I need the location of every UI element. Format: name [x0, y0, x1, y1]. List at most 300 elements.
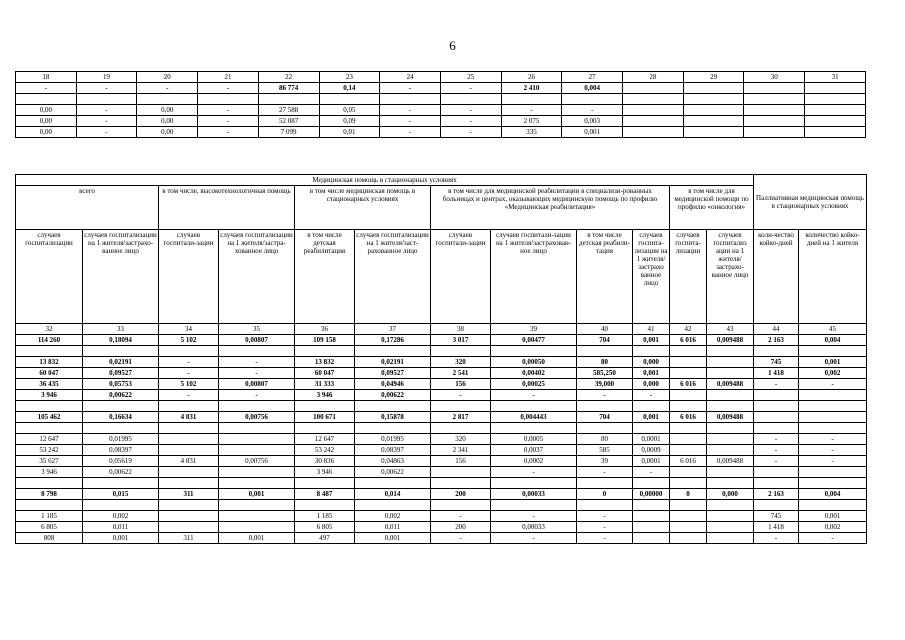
table-cell: 0,004 [799, 335, 867, 346]
table-cell: - [76, 116, 137, 127]
column-number: 31 [805, 72, 866, 83]
table-cell: - [380, 116, 441, 127]
table-cell [633, 511, 670, 522]
table-cell [83, 346, 159, 357]
table-cell [799, 467, 867, 478]
table-cell: 0 [577, 489, 633, 500]
table-cell: 0,001 [219, 489, 295, 500]
table-cell [744, 116, 805, 127]
table-cell: 156 [431, 456, 491, 467]
table-cell: 2 541 [431, 368, 491, 379]
table-cell: 0,00 [16, 116, 77, 127]
table-cell: 31 333 [295, 379, 355, 390]
table-cell: 0,01995 [355, 434, 431, 445]
table-cell: - [799, 533, 867, 544]
table-cell [355, 423, 431, 434]
table-cell: 0,00622 [83, 390, 159, 401]
column-subheader: случаев госпитализации на 1 жителя/застра-хованное лицо [219, 230, 295, 324]
table-cell: 745 [754, 511, 799, 522]
table-title: Медицинская помощь в стационарных условиях [16, 175, 754, 186]
table-cell: 12 647 [295, 434, 355, 445]
table-cell [754, 478, 799, 489]
table-cell [380, 94, 441, 105]
table-cell: 0,00033 [491, 489, 577, 500]
table-cell: 335 [501, 127, 562, 138]
table-cell: 0,000 [633, 379, 670, 390]
table-cell: - [431, 511, 491, 522]
table-cell: - [198, 116, 259, 127]
column-number: 35 [219, 324, 295, 335]
table-cell [707, 346, 754, 357]
table-cell: 86 774 [258, 83, 319, 94]
table-cell [805, 127, 866, 138]
table-cell: 52 087 [258, 116, 319, 127]
table-row [16, 412, 867, 423]
table-cell [805, 105, 866, 116]
table-row [16, 522, 867, 533]
table-cell: 0,0009 [633, 445, 670, 456]
table-row [16, 127, 866, 138]
table-cell: 0,17286 [355, 335, 431, 346]
table-cell [159, 401, 219, 412]
table-cell [683, 127, 744, 138]
table-cell [707, 478, 754, 489]
table-cell [258, 94, 319, 105]
column-number: 22 [258, 72, 319, 83]
group-header-inpatient: в том числе медицинская помощь в стационарных условиях [295, 186, 431, 230]
table-cell: - [76, 105, 137, 116]
column-subheader: случаев госпита-лизации [670, 230, 707, 324]
table-cell: 0,00477 [491, 335, 577, 346]
table-cell: 0,00 [16, 127, 77, 138]
table-cell: 704 [577, 335, 633, 346]
table-cell: 0,009488 [707, 412, 754, 423]
table-row [16, 511, 867, 522]
subheader-row [16, 230, 867, 324]
table-cell: 1 418 [754, 368, 799, 379]
table-cell [683, 116, 744, 127]
table-cell [754, 401, 799, 412]
table-cell: 0,009488 [707, 335, 754, 346]
table-cell: - [633, 467, 670, 478]
table-cell [799, 346, 867, 357]
table-row [16, 467, 867, 478]
table-cell [431, 401, 491, 412]
table-cell [159, 478, 219, 489]
table-cell [577, 346, 633, 357]
table-cell [355, 500, 431, 511]
table-cell [623, 105, 684, 116]
table-cell: 0,05 [319, 105, 380, 116]
top-table [15, 71, 866, 138]
table-row [16, 478, 867, 489]
table-cell [159, 346, 219, 357]
table-cell [707, 500, 754, 511]
table-cell [744, 105, 805, 116]
table-cell: 36 435 [16, 379, 83, 390]
table-cell: - [219, 390, 295, 401]
table-cell [707, 445, 754, 456]
table-cell: 2 341 [431, 445, 491, 456]
table-cell: - [491, 511, 577, 522]
table-cell: - [137, 83, 198, 94]
table-cell: 0,08397 [83, 445, 159, 456]
table-cell: 6 016 [670, 412, 707, 423]
table-cell [754, 423, 799, 434]
table-cell: 39,000 [577, 379, 633, 390]
column-number: 45 [799, 324, 867, 335]
table-cell: - [440, 127, 501, 138]
table-cell: 0,00756 [219, 412, 295, 423]
table-cell: 109 158 [295, 335, 355, 346]
table-cell [754, 346, 799, 357]
table-cell: 0,001 [219, 533, 295, 544]
table-cell: 3 946 [295, 390, 355, 401]
table-cell [219, 346, 295, 357]
table-cell [683, 105, 744, 116]
table-cell: 8 798 [16, 489, 83, 500]
table-cell: 3 946 [16, 467, 83, 478]
table-cell: 0,09527 [355, 368, 431, 379]
table-cell [319, 94, 380, 105]
table-cell [707, 423, 754, 434]
table-row [16, 368, 867, 379]
table-cell: - [754, 445, 799, 456]
table-row [16, 83, 866, 94]
column-number: 29 [683, 72, 744, 83]
table-cell [633, 478, 670, 489]
table-cell: 0,00 [16, 105, 77, 116]
table-cell: 0,05619 [83, 456, 159, 467]
table-cell: - [799, 379, 867, 390]
table-cell [295, 423, 355, 434]
table-cell: 0,011 [83, 522, 159, 533]
table-cell: 53 242 [295, 445, 355, 456]
table-cell: 0,001 [633, 368, 670, 379]
column-subheader: случаев госпитализации на 1 жителя/заст-рахованное лицо [355, 230, 431, 324]
main-table [15, 174, 867, 544]
table-cell [431, 467, 491, 478]
table-cell: 39 [577, 456, 633, 467]
table-cell [431, 500, 491, 511]
table-cell: 0,0001 [633, 434, 670, 445]
table-cell [295, 401, 355, 412]
table-cell [16, 500, 83, 511]
table-cell: - [16, 83, 77, 94]
table-cell [83, 401, 159, 412]
table-cell [16, 423, 83, 434]
table-cell [491, 500, 577, 511]
table-cell: 0,0002 [491, 456, 577, 467]
table-cell: 0,011 [355, 522, 431, 533]
table-cell: 3 946 [295, 467, 355, 478]
table-cell [219, 500, 295, 511]
table-cell [577, 401, 633, 412]
table-cell [491, 478, 577, 489]
group-header-total: всего [16, 186, 159, 230]
table-cell: - [219, 368, 295, 379]
column-subheader: случаев госпитализ ации на 1 жителя/ застрахо-ванное лицо [707, 230, 754, 324]
table-cell: 3 946 [16, 390, 83, 401]
table-cell: 0,04863 [355, 456, 431, 467]
table-cell: 0,001 [799, 357, 867, 368]
table-cell: 320 [431, 434, 491, 445]
table-cell: - [491, 467, 577, 478]
table-cell: - [380, 105, 441, 116]
table-cell: 0,009488 [707, 456, 754, 467]
table-cell [707, 401, 754, 412]
table-row [16, 390, 867, 401]
table-row [16, 335, 867, 346]
table-cell: 0,00622 [355, 467, 431, 478]
table-cell [633, 346, 670, 357]
table-cell [670, 533, 707, 544]
column-number: 21 [198, 72, 259, 83]
column-number: 24 [380, 72, 441, 83]
table-cell: 0,002 [799, 368, 867, 379]
table-cell: 0,00 [137, 105, 198, 116]
table-cell: 0,16634 [83, 412, 159, 423]
table-cell: - [440, 116, 501, 127]
column-subheader: в том числе детская реабили-тация [577, 230, 633, 324]
table-cell: 0,015 [83, 489, 159, 500]
table-cell: 0,01 [319, 127, 380, 138]
table-cell [754, 412, 799, 423]
table-cell: 13 832 [16, 357, 83, 368]
table-cell [670, 511, 707, 522]
table-cell: - [577, 522, 633, 533]
table-cell [707, 434, 754, 445]
table-cell: 4 831 [159, 456, 219, 467]
table-cell [670, 401, 707, 412]
table-cell: 0,000 [707, 489, 754, 500]
table-cell [577, 500, 633, 511]
column-number: 38 [431, 324, 491, 335]
table-cell [440, 94, 501, 105]
table-cell: 0,00622 [355, 390, 431, 401]
table-cell [577, 423, 633, 434]
table-cell: - [76, 127, 137, 138]
table-cell: 2 163 [754, 335, 799, 346]
column-number: 20 [137, 72, 198, 83]
table-cell: 6 016 [670, 379, 707, 390]
column-number: 43 [707, 324, 754, 335]
table-cell [159, 434, 219, 445]
column-subheader: случаев госпитали-зации [431, 230, 491, 324]
table-cell [754, 467, 799, 478]
table-cell [633, 522, 670, 533]
table-cell [670, 390, 707, 401]
table-cell: - [577, 390, 633, 401]
table-cell [707, 357, 754, 368]
column-number: 25 [440, 72, 501, 83]
table-cell: 12 647 [16, 434, 83, 445]
table-cell: 80 [577, 357, 633, 368]
table-cell: - [799, 434, 867, 445]
table-cell: 0,0001 [633, 456, 670, 467]
table-cell [355, 401, 431, 412]
table-cell: 35 627 [16, 456, 83, 467]
table-cell [431, 478, 491, 489]
table-cell [683, 83, 744, 94]
table-cell: 0,18094 [83, 335, 159, 346]
table-cell: - [431, 533, 491, 544]
table-cell [137, 94, 198, 105]
table-cell [159, 511, 219, 522]
table-cell [799, 401, 867, 412]
table-cell: 6 016 [670, 335, 707, 346]
table-row [16, 105, 866, 116]
column-number: 42 [670, 324, 707, 335]
table-cell [159, 423, 219, 434]
table-cell: 2 817 [431, 412, 491, 423]
column-subheader: случаев госпита-лизации на 1 жителя/ застрахо ванное лицо [633, 230, 670, 324]
table-cell [623, 83, 684, 94]
table-cell: - [754, 434, 799, 445]
table-cell: 0,014 [355, 489, 431, 500]
table-cell [219, 423, 295, 434]
table-cell [799, 390, 867, 401]
table-cell: 0,003 [562, 116, 623, 127]
table-cell: 30 836 [295, 456, 355, 467]
table-cell [670, 445, 707, 456]
table-cell [16, 478, 83, 489]
table-cell: - [159, 368, 219, 379]
table-cell: 7 099 [258, 127, 319, 138]
table-cell: 0,05753 [83, 379, 159, 390]
table-cell [623, 127, 684, 138]
table-cell [744, 127, 805, 138]
table-cell: 0,04946 [355, 379, 431, 390]
table-cell [501, 94, 562, 105]
table-cell [799, 423, 867, 434]
table-row [16, 533, 867, 544]
column-subheader: случаев госпитали-зации на 1 жителя/застрахован-ное лицо [491, 230, 577, 324]
table-cell [633, 500, 670, 511]
column-number: 34 [159, 324, 219, 335]
column-number: 37 [355, 324, 431, 335]
table-cell: 0 [670, 489, 707, 500]
table-cell: 0,001 [562, 127, 623, 138]
table-cell [707, 368, 754, 379]
table-cell [623, 94, 684, 105]
table-cell: 4 831 [159, 412, 219, 423]
table-cell: 5 102 [159, 335, 219, 346]
table-row [16, 379, 867, 390]
table-cell [670, 478, 707, 489]
table-cell: 8 487 [295, 489, 355, 500]
table-cell: 6 805 [16, 522, 83, 533]
table-row [16, 445, 867, 456]
table-cell [491, 401, 577, 412]
table-cell [670, 522, 707, 533]
table-cell [799, 478, 867, 489]
table-row [16, 500, 867, 511]
table-row [16, 346, 867, 357]
table-cell [159, 500, 219, 511]
table-cell [219, 434, 295, 445]
table-cell: - [491, 533, 577, 544]
table-cell: 60 047 [16, 368, 83, 379]
table-cell [491, 423, 577, 434]
table-cell: 13 832 [295, 357, 355, 368]
table-cell: 0,0037 [491, 445, 577, 456]
table-cell: 0,14 [319, 83, 380, 94]
table-cell [219, 445, 295, 456]
table-cell: 0,09527 [83, 368, 159, 379]
table-cell: - [440, 83, 501, 94]
table-cell [670, 467, 707, 478]
column-number: 41 [633, 324, 670, 335]
table-cell: 2 075 [501, 116, 562, 127]
column-number-row [16, 72, 866, 83]
table-cell [83, 423, 159, 434]
table-cell [577, 478, 633, 489]
table-cell [623, 116, 684, 127]
table-cell: 0,00050 [491, 357, 577, 368]
table-cell: 5 102 [159, 379, 219, 390]
table-cell: 0,000 [633, 357, 670, 368]
table-cell [16, 401, 83, 412]
table-cell: 0,001 [355, 533, 431, 544]
table-cell: 60 047 [295, 368, 355, 379]
table-cell [670, 368, 707, 379]
table-cell [295, 478, 355, 489]
table-cell: 0,00807 [219, 335, 295, 346]
table-cell [219, 511, 295, 522]
table-cell: - [159, 390, 219, 401]
group-header-hightech: в том числе, высокотехнологичная помощь [159, 186, 295, 230]
table-cell [198, 94, 259, 105]
table-cell: 0,009488 [707, 379, 754, 390]
table-cell: - [799, 456, 867, 467]
table-row [16, 456, 867, 467]
table-cell: 311 [159, 489, 219, 500]
table-cell [670, 423, 707, 434]
table-cell [355, 478, 431, 489]
table-cell: 0,15878 [355, 412, 431, 423]
table-cell: 0,001 [633, 335, 670, 346]
column-subheader: случаев госпитализации [16, 230, 83, 324]
table-cell: - [633, 390, 670, 401]
table-cell: 745 [754, 357, 799, 368]
table-cell [76, 94, 137, 105]
table-cell: - [198, 127, 259, 138]
table-cell: - [501, 105, 562, 116]
table-cell [295, 500, 355, 511]
table-cell: 0,004 [799, 489, 867, 500]
table-cell: 200 [431, 522, 491, 533]
table-cell: 0,00402 [491, 368, 577, 379]
table-cell [683, 94, 744, 105]
table-title-row [16, 175, 867, 186]
table-cell: 0,002 [799, 522, 867, 533]
column-number: 44 [754, 324, 799, 335]
table-cell: 0,001 [799, 511, 867, 522]
table-cell: 497 [295, 533, 355, 544]
table-cell [16, 346, 83, 357]
table-cell: - [577, 467, 633, 478]
table-cell [159, 522, 219, 533]
column-number: 27 [562, 72, 623, 83]
column-number: 19 [76, 72, 137, 83]
table-cell: 0,00622 [83, 467, 159, 478]
table-cell [670, 434, 707, 445]
table-cell [805, 83, 866, 94]
table-cell: - [577, 533, 633, 544]
column-number-row [16, 324, 867, 335]
table-cell: 0,00807 [219, 379, 295, 390]
